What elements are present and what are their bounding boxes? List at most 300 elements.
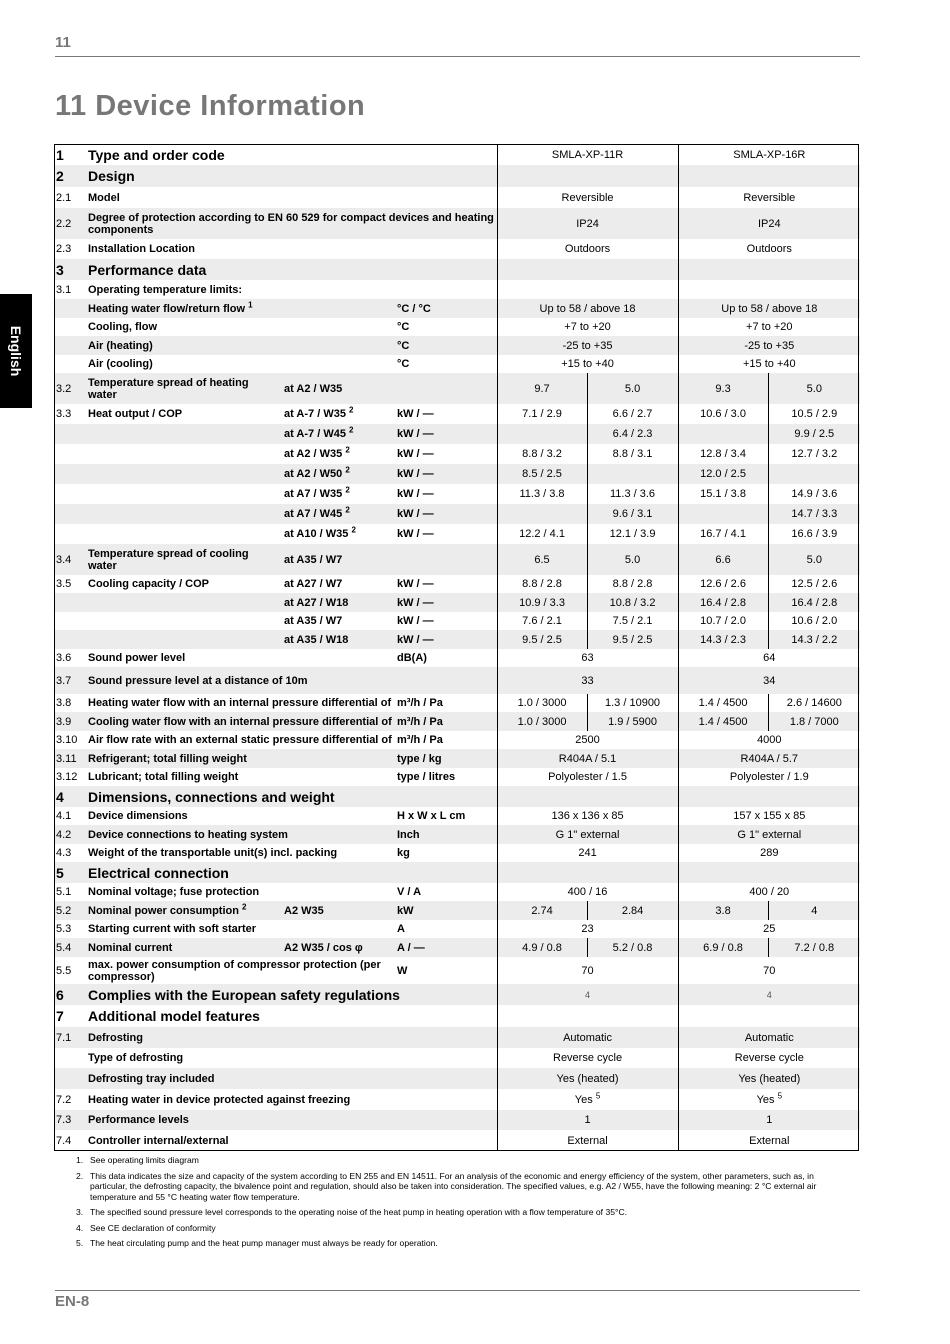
- cell-text: +15 to +40: [561, 358, 614, 370]
- value-model-2: [678, 259, 860, 280]
- value-model-2: [678, 749, 860, 768]
- row-unit: [395, 920, 497, 938]
- cell-text: 7.2 / 0.8: [794, 941, 835, 954]
- cell-text: A2 W35: [284, 904, 324, 917]
- row-number: [54, 1027, 86, 1048]
- table-row: [54, 731, 860, 749]
- row-label: [86, 336, 395, 355]
- row-number: [54, 749, 86, 768]
- value-model-2: [678, 786, 860, 807]
- table-row: [54, 883, 860, 901]
- cell-text: 8.8 / 2.8: [522, 578, 562, 590]
- row-number: [54, 984, 86, 1005]
- value-model-1: [497, 920, 678, 938]
- value-cell-c: [678, 938, 768, 957]
- cell-text: 9.6 / 3.1: [612, 508, 653, 520]
- value-cell-a: [497, 524, 587, 544]
- value-cell-a: [497, 694, 587, 712]
- row-condition: [282, 524, 395, 544]
- cell-text: SMLA-XP-11R: [551, 148, 624, 161]
- value-cell-d: [768, 901, 860, 920]
- value-cell-d: [768, 712, 860, 731]
- cell-text: Heating water flow/return flow: [88, 302, 246, 315]
- row-condition: [282, 938, 395, 957]
- value-model-2: [678, 1110, 860, 1130]
- row-label: [86, 1027, 497, 1048]
- value-cell-b: [587, 404, 678, 424]
- cell-text: Defrosting tray included: [88, 1072, 215, 1085]
- cell-text: 2.3: [56, 243, 72, 255]
- row-condition: [282, 404, 395, 424]
- row-number: [54, 1110, 86, 1130]
- table-row: [54, 749, 860, 768]
- value-model-1: [497, 649, 678, 667]
- table-row: [54, 862, 860, 883]
- value-model-2: [678, 920, 860, 938]
- footnote-ref[interactable]: 2: [345, 445, 350, 455]
- row-label: [86, 208, 497, 239]
- cell-text: W: [397, 964, 408, 977]
- table-row: [54, 259, 860, 280]
- cell-text: 1.4 / 4500: [698, 715, 748, 728]
- table-row: [54, 484, 860, 504]
- row-unit: [395, 593, 497, 612]
- cell-text: Electrical connection: [88, 864, 229, 881]
- cell-text: 23: [581, 923, 594, 935]
- cell-text: kW / —: [397, 408, 434, 420]
- cell-text: 1.4 / 4500: [698, 697, 748, 709]
- value-cell-d: [768, 444, 860, 464]
- cell-text: Operating temperature limits:: [88, 283, 243, 296]
- cell-text: 289: [760, 847, 779, 859]
- value-cell-a: [497, 373, 587, 404]
- footnote-ref[interactable]: 2: [349, 405, 354, 415]
- value-model-2: [678, 239, 860, 259]
- cell-text: 16.4 / 2.8: [700, 596, 746, 609]
- value-cell-c: [678, 612, 768, 630]
- row-number: [54, 299, 86, 318]
- cell-text: 10.8 / 3.2: [609, 596, 656, 609]
- cell-text: at A-7 / W45: [284, 428, 346, 440]
- cell-text: 241: [578, 847, 597, 859]
- cell-text: Yes: [756, 1093, 775, 1106]
- row-label: [86, 484, 282, 504]
- cell-text: 9.3: [715, 382, 731, 395]
- value-model-2: [678, 649, 860, 667]
- value-cell-c: [678, 712, 768, 731]
- row-condition: [282, 373, 395, 404]
- value-model-2: [678, 825, 860, 844]
- row-condition: [282, 464, 395, 484]
- footnote-ref[interactable]: 2: [349, 425, 354, 435]
- cell-text: 3.10: [56, 734, 78, 746]
- row-condition: [282, 504, 395, 524]
- cell-text: Type and order code: [88, 146, 225, 163]
- cell-text: 64: [763, 652, 776, 664]
- footnote-ref[interactable]: 2: [345, 465, 350, 475]
- cell-text: 33: [581, 674, 594, 687]
- cell-text: Polyolester / 1.9: [729, 771, 809, 783]
- table-row: [54, 404, 860, 424]
- cell-text: 10.7 / 2.0: [700, 615, 746, 627]
- cell-text: Air flow rate with an external static pressure differential of: [88, 734, 392, 746]
- table-row: [54, 187, 860, 208]
- row-label: [86, 165, 497, 187]
- value-model-2: [678, 862, 860, 883]
- value-model-2: [678, 336, 860, 355]
- cell-text: kW / —: [397, 578, 434, 590]
- cell-text: 5.3: [56, 923, 72, 935]
- row-number: [54, 208, 86, 239]
- row-condition: [282, 424, 395, 444]
- value-model-1: [497, 144, 678, 165]
- cell-text: 14.9 / 3.6: [791, 488, 838, 500]
- row-number: [54, 1048, 86, 1068]
- cell-text: 5: [56, 864, 64, 881]
- table-row: [54, 1027, 860, 1048]
- row-condition: [282, 612, 395, 630]
- row-condition: [282, 444, 395, 464]
- row-unit: [395, 844, 497, 862]
- table-row: [54, 524, 860, 544]
- footnote-text: The specified sound pressure level corresponds to the operating noise of the heat pump in heating operation with a flow temperature of 35°C.: [90, 1207, 628, 1217]
- cell-text: at A2 / W35: [284, 382, 343, 395]
- cell-text: °C: [397, 321, 410, 333]
- table-row: [54, 1005, 860, 1027]
- row-label: [86, 694, 395, 712]
- cell-text: kW / —: [397, 488, 434, 500]
- cell-text: type / kg: [397, 752, 442, 765]
- table-row: [54, 373, 860, 404]
- cell-text: 34: [763, 674, 776, 687]
- value-model-2: [678, 1005, 860, 1027]
- row-number: [54, 612, 86, 630]
- value-cell-a: [497, 612, 587, 630]
- cell-text: kW / —: [397, 508, 434, 520]
- cell-text: 12.8 / 3.4: [700, 448, 746, 460]
- cell-text: 6.9 / 0.8: [703, 941, 743, 954]
- row-number: [54, 1089, 86, 1110]
- cell-text: Polyolester / 1.5: [548, 771, 627, 783]
- cell-text: Yes (heated): [738, 1072, 801, 1085]
- cell-text: 11.3 / 3.6: [610, 488, 656, 500]
- bottom-divider: [55, 1290, 860, 1291]
- row-number: [54, 1005, 86, 1027]
- footnote-ref[interactable]: 1: [248, 299, 253, 309]
- table-row: [54, 612, 860, 630]
- row-label: [86, 984, 497, 1005]
- row-number: [54, 144, 86, 165]
- cell-text: Automatic: [744, 1031, 794, 1044]
- row-label: [86, 575, 282, 593]
- table-row: [54, 1089, 860, 1110]
- row-number: [54, 731, 86, 749]
- footnote-ref[interactable]: 2: [351, 525, 356, 535]
- cell-text: 7.1 / 2.9: [522, 408, 562, 420]
- value-model-2: [678, 187, 860, 208]
- cell-text: Sound power level: [88, 652, 186, 664]
- cell-text: 2500: [575, 734, 600, 746]
- cell-text: 12.2 / 4.1: [519, 528, 565, 540]
- value-cell-d: [768, 424, 860, 444]
- value-cell-a: [497, 484, 587, 504]
- cell-text: Outdoors: [746, 243, 792, 255]
- value-model-1: [497, 1005, 678, 1027]
- cell-text: 14.3 / 2.2: [791, 633, 838, 646]
- value-cell-a: [497, 593, 587, 612]
- table-row: [54, 844, 860, 862]
- row-unit: [395, 901, 497, 920]
- cell-text: 2.84: [621, 904, 644, 917]
- cell-text: -25 to +35: [562, 339, 613, 352]
- table-row: [54, 825, 860, 844]
- cell-text: Starting current with soft starter: [88, 923, 257, 935]
- row-number: [54, 768, 86, 786]
- value-model-1: [497, 187, 678, 208]
- cell-text: 4.1: [56, 810, 72, 822]
- row-label: [86, 1005, 497, 1027]
- cell-text: 3: [56, 261, 64, 278]
- value-model-2: [678, 768, 860, 786]
- cell-text: Reverse cycle: [553, 1052, 623, 1064]
- value-cell-b: [587, 444, 678, 464]
- cell-text: 400 / 16: [567, 886, 608, 898]
- cell-text: 3.4: [56, 553, 72, 566]
- cell-text: Degree of protection according to EN 60 529 for compact devices and heating components: [88, 211, 494, 236]
- row-condition: [282, 593, 395, 612]
- row-label: [86, 807, 395, 825]
- cell-text: 4: [585, 989, 591, 1000]
- cell-text: Air (heating): [88, 339, 153, 352]
- row-unit: [395, 355, 497, 373]
- cell-text: 10.6 / 2.0: [791, 615, 838, 627]
- footnotes: [76, 1155, 846, 1254]
- cell-text: 5.2 / 0.8: [612, 941, 653, 954]
- cell-text: kW / —: [397, 596, 434, 609]
- footnote: [76, 1238, 846, 1249]
- top-divider: [55, 56, 860, 57]
- row-unit: [395, 825, 497, 844]
- value-cell-c: [678, 464, 768, 484]
- cell-text: 3.8: [56, 697, 72, 709]
- cell-text: 6.6: [715, 553, 731, 566]
- row-label: [86, 1130, 497, 1151]
- cell-text: 7.1: [56, 1031, 72, 1044]
- value-cell-b: [587, 504, 678, 524]
- cell-text: Nominal power consumption: [88, 904, 239, 917]
- row-number: [54, 464, 86, 484]
- cell-text: kg: [397, 847, 410, 859]
- footnote: [76, 1171, 846, 1203]
- row-unit: [395, 807, 497, 825]
- value-cell-d: [768, 464, 860, 484]
- value-cell-c: [678, 504, 768, 524]
- cell-text: 5.0: [806, 382, 822, 395]
- row-label: [86, 768, 395, 786]
- row-label: [86, 280, 497, 299]
- value-cell-a: [497, 938, 587, 957]
- row-number: [54, 484, 86, 504]
- value-model-1: [497, 299, 678, 318]
- cell-text: 6.6 / 2.7: [612, 408, 653, 420]
- cell-text: G 1" external: [555, 828, 620, 841]
- table-row: [54, 504, 860, 524]
- cell-text: at A2 / W35: [284, 448, 343, 460]
- row-number: [54, 883, 86, 901]
- row-condition: [282, 630, 395, 649]
- table-row: [54, 1068, 860, 1089]
- cell-text: 5.4: [56, 941, 72, 954]
- cell-text: 7.6 / 2.1: [522, 615, 562, 627]
- row-condition: [282, 575, 395, 593]
- value-cell-c: [678, 373, 768, 404]
- table-row: [54, 712, 860, 731]
- row-number: [54, 318, 86, 336]
- cell-text: 5.0: [806, 553, 822, 566]
- footnote-ref[interactable]: 2: [345, 485, 350, 495]
- cell-text: m³/h / Pa: [397, 697, 443, 709]
- footnote-text: The heat circulating pump and the heat pump manager must always be ready for operation.: [90, 1238, 438, 1248]
- row-number: [54, 862, 86, 883]
- row-label: [86, 144, 497, 165]
- cell-text: 12.1 / 3.9: [609, 528, 656, 540]
- table-row: [54, 957, 860, 984]
- cell-text: -25 to +35: [744, 339, 795, 352]
- row-number: [54, 694, 86, 712]
- footnote-ref[interactable]: 5: [777, 1090, 783, 1100]
- footnote-ref[interactable]: 5: [595, 1090, 601, 1100]
- cell-text: at A27 / W18: [284, 596, 349, 609]
- cell-text: 10.9 / 3.3: [519, 596, 565, 609]
- cell-text: 1.0 / 3000: [517, 715, 567, 728]
- cell-text: 16.6 / 3.9: [791, 528, 838, 540]
- row-label: [86, 373, 282, 404]
- footnote: [76, 1207, 846, 1218]
- cell-text: 1.0 / 3000: [517, 697, 567, 709]
- cell-text: at A7 / W45: [284, 508, 343, 520]
- cell-text: +7 to +20: [564, 321, 611, 333]
- cell-text: 14.7 / 3.3: [791, 508, 838, 520]
- cell-text: at A10 / W35: [284, 528, 349, 540]
- cell-text: 7.5 / 2.1: [612, 615, 653, 627]
- footnote-ref[interactable]: 2: [345, 505, 350, 515]
- cell-text: 10.6 / 3.0: [700, 408, 746, 420]
- cell-text: kW / —: [397, 428, 434, 440]
- table-row: [54, 464, 860, 484]
- cell-text: 3.9: [56, 715, 72, 728]
- cell-text: R404A / 5.7: [740, 752, 799, 765]
- row-label: [86, 712, 395, 731]
- value-model-1: [497, 807, 678, 825]
- table-row: [54, 807, 860, 825]
- cell-text: 8.8 / 3.1: [612, 448, 653, 460]
- value-cell-c: [678, 544, 768, 575]
- table-row: [54, 165, 860, 187]
- value-cell-b: [587, 484, 678, 504]
- cell-text: 2.6 / 14600: [786, 697, 842, 709]
- row-number: [54, 544, 86, 575]
- cell-text: Temperature spread of heating water: [88, 376, 249, 401]
- value-model-2: [678, 355, 860, 373]
- footnote: [76, 1223, 846, 1234]
- value-cell-d: [768, 694, 860, 712]
- cell-text: at A35 / W18: [284, 633, 349, 646]
- value-model-1: [497, 280, 678, 299]
- value-cell-a: [497, 444, 587, 464]
- value-model-2: [678, 667, 860, 694]
- cell-text: 2.2: [56, 217, 72, 230]
- cell-text: 400 / 20: [749, 886, 790, 898]
- footnote-ref[interactable]: 2: [242, 901, 247, 911]
- row-label: [86, 444, 282, 464]
- footnote-number: 5.: [76, 1238, 84, 1248]
- cell-text: IP24: [757, 217, 781, 230]
- cell-text: 1.9 / 5900: [608, 715, 657, 728]
- row-label: [86, 938, 282, 957]
- value-cell-c: [678, 694, 768, 712]
- table-row: [54, 630, 860, 649]
- cell-text: Yes: [574, 1093, 593, 1106]
- table-row: [54, 667, 860, 694]
- row-number: [54, 165, 86, 187]
- cell-text: +7 to +20: [746, 321, 793, 333]
- value-model-2: [678, 1089, 860, 1110]
- cell-text: 6.5: [534, 553, 550, 566]
- cell-text: Performance levels: [88, 1114, 189, 1126]
- table-row: [54, 1110, 860, 1130]
- cell-text: max. power consumption of compressor protection (per compressor): [88, 958, 381, 983]
- row-number: [54, 593, 86, 612]
- value-model-2: [678, 1130, 860, 1151]
- cell-text: 2.1: [56, 191, 72, 204]
- row-unit: [395, 484, 497, 504]
- row-number: [54, 404, 86, 424]
- row-unit: [395, 694, 497, 712]
- language-tab[interactable]: [0, 294, 32, 408]
- cell-text: Inch: [397, 828, 420, 841]
- cell-text: Air (cooling): [88, 358, 153, 370]
- cell-text: Defrosting: [88, 1031, 143, 1044]
- cell-text: IP24: [576, 217, 599, 230]
- row-label: [86, 593, 282, 612]
- row-unit: [395, 712, 497, 731]
- cell-text: °C: [397, 339, 410, 352]
- row-label: [86, 239, 497, 259]
- cell-text: 6.4 / 2.3: [612, 428, 653, 440]
- footnote-number: 2.: [76, 1170, 84, 1181]
- cell-text: 1: [56, 146, 64, 163]
- cell-text: Heat output / COP: [88, 408, 183, 420]
- row-unit: [395, 938, 497, 957]
- value-cell-a: [497, 901, 587, 920]
- cell-text: 5.0: [624, 553, 641, 566]
- cell-text: Cooling water flow with an internal pressure differential of: [88, 715, 392, 728]
- cell-text: Performance data: [88, 261, 207, 278]
- footnote-text: See operating limits diagram: [90, 1155, 199, 1165]
- value-model-1: [497, 208, 678, 239]
- page-title: 11 Device Information: [55, 90, 366, 122]
- row-unit: [395, 768, 497, 786]
- cell-text: at A2 / W50: [284, 468, 343, 480]
- cell-text: Up to 58 / above 18: [539, 302, 636, 315]
- row-number: [54, 1068, 86, 1089]
- cell-text: Cooling, flow: [88, 321, 158, 333]
- value-cell-b: [587, 612, 678, 630]
- value-model-1: [497, 165, 678, 187]
- cell-text: G 1" external: [737, 828, 802, 841]
- value-cell-a: [497, 464, 587, 484]
- cell-text: 3.1: [56, 283, 72, 296]
